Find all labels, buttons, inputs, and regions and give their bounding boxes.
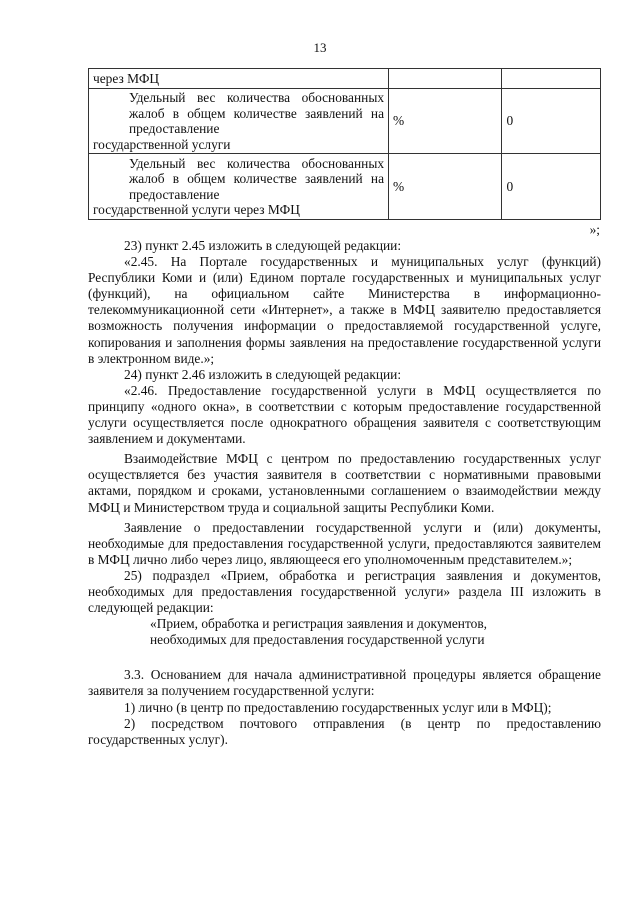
table-cell-indicator: Удельный вес количества обоснованных жалоб в общем количестве заявлений на предоставление государственной услуги: [89, 89, 389, 154]
paragraph: «2.45. На Портале государственных и муниципальных услуг (функций) Республики Коми и (или) Едином портале государственных и муниципальных услуг (функций), на официальном сайте Министерства в информационно-телекоммуникационной сети «Интернет», а также в МФЦ заявителю предоставляется возможность получения информации о предоставляемой государственной услуге, копирования и заполнения формы заявления на предоставление государственной услуги в электронном виде.»;: [88, 254, 601, 366]
paragraph: 25) подраздел «Прием, обработка и регистрация заявления и документов, необходимых для предоставления государственной услуги» раздела III изложить в следующей редакции:: [88, 567, 601, 616]
paragraph: 1) лично (в центр по предоставлению государственных услуг или в МФЦ);: [124, 699, 552, 715]
paragraph: «2.46. Предоставление государственной услуги в МФЦ осуществляется по принципу «одного окна», в соответствии с которым предоставление государственной услуги осуществляется после однократного обращения заявителя с соответствующим заявлением и документами.: [88, 382, 601, 447]
page-number: 13: [313, 40, 327, 55]
subsection-heading-line: необходимых для предоставления государственной услуги: [150, 632, 485, 648]
paragraph: 2) посредством почтового отправления (в центр по предоставлению государственных услуг).: [88, 715, 601, 747]
paragraph: Взаимодействие МФЦ с центром по предоставлению государственных услуг осуществляется без участия заявителя в соответствии с нормативными правовыми актами, порядком и сроками, установленными соглашением о взаимодействии между МФЦ и Министерством труда и социальной защиты Республики Коми.: [88, 451, 601, 515]
table-cell-indicator: через МФЦ: [89, 69, 389, 89]
paragraph: Заявление о предоставлении государственной услуги и (или) документы, необходимые для предоставления государственной услуги, предоставляются заявителем в МФЦ лично либо через лицо, являющееся его уполномоченным представителем.»;: [88, 519, 601, 567]
table-cell-unit: [389, 69, 502, 89]
table-row: [89, 154, 601, 220]
indicators-table: [88, 68, 601, 220]
table-row: [89, 89, 601, 154]
closing-quote: »;: [589, 222, 600, 237]
subsection-heading-line: «Прием, обработка и регистрация заявления и документов,: [150, 616, 487, 632]
table-row: [89, 69, 601, 89]
paragraph: 23) пункт 2.45 изложить в следующей редакции:: [124, 238, 402, 253]
table-cell-indicator: Удельный вес количества обоснованных жалоб в общем количестве заявлений на предоставление государственной услуги через МФЦ: [89, 154, 389, 220]
table-cell-value: [502, 69, 601, 89]
table-cell-unit: %: [389, 154, 502, 220]
table-cell-unit: %: [389, 89, 502, 154]
paragraph: 24) пункт 2.46 изложить в следующей редакции:: [124, 366, 402, 382]
table-cell-value: 0: [502, 154, 601, 220]
paragraph: 3.3. Основанием для начала административной процедуры является обращение заявителя за получением государственной услуги:: [88, 667, 601, 699]
document-body: [88, 238, 601, 748]
table-cell-value: 0: [502, 89, 601, 154]
